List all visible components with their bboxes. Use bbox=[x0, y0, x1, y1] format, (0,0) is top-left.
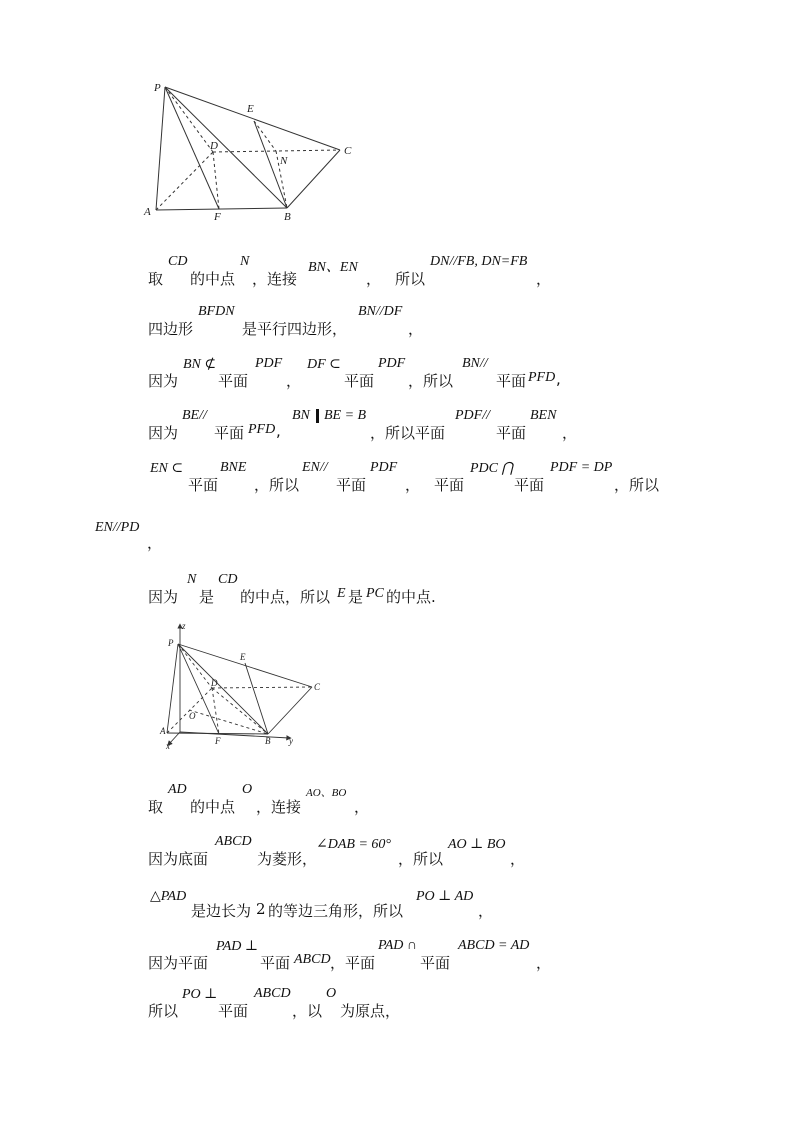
m: ABCD = AD bbox=[458, 938, 530, 953]
m: PDF bbox=[255, 356, 283, 371]
t: 为菱形， bbox=[257, 850, 318, 868]
m: PFD bbox=[528, 370, 556, 385]
m: PAD ⊥ bbox=[216, 939, 259, 954]
t: 2 bbox=[256, 900, 266, 918]
label-B: B bbox=[265, 736, 271, 746]
label-O: O bbox=[189, 711, 196, 721]
t: 平面 bbox=[218, 372, 249, 390]
m: BN// bbox=[462, 356, 488, 371]
t: 为原点， bbox=[340, 1002, 401, 1020]
t: 是 bbox=[348, 588, 364, 606]
t: , bbox=[556, 370, 561, 388]
t: 的中点 bbox=[190, 798, 236, 816]
m: BNE bbox=[220, 460, 247, 475]
m: EN// bbox=[302, 460, 328, 475]
m: O bbox=[326, 986, 337, 1001]
m: PDF = DP bbox=[550, 460, 613, 475]
t: ， bbox=[478, 902, 494, 920]
t: 因为平面 bbox=[148, 954, 209, 972]
label-x: x bbox=[166, 741, 170, 751]
m: AO ⊥ BO bbox=[448, 837, 506, 852]
t: ， bbox=[354, 798, 370, 816]
m: DF ⊂ bbox=[307, 357, 341, 372]
t: 因为 bbox=[148, 424, 179, 442]
m: DN//FB, DN=FB bbox=[430, 254, 528, 269]
m: BE = B bbox=[324, 408, 367, 423]
m: ABCD bbox=[294, 952, 331, 967]
t: 平面 bbox=[336, 476, 367, 494]
t: 是边长为 bbox=[191, 902, 252, 920]
t: ，所以 bbox=[398, 850, 444, 868]
t: 的中点. bbox=[386, 588, 436, 606]
t: 平面 bbox=[214, 424, 245, 442]
m: CD bbox=[168, 254, 188, 269]
t: 是 bbox=[199, 588, 215, 606]
m: PDF bbox=[378, 356, 406, 371]
label-D: D bbox=[210, 140, 218, 152]
pyramid-figure-1 bbox=[135, 75, 365, 225]
m: E bbox=[337, 586, 346, 601]
t: ，所以 bbox=[254, 476, 300, 494]
t: 平面 bbox=[434, 476, 465, 494]
label-z: z bbox=[182, 621, 186, 631]
label-P: P bbox=[154, 82, 161, 94]
t: 取 bbox=[148, 798, 164, 816]
t: ，平面 bbox=[330, 954, 376, 972]
m: PDF// bbox=[455, 408, 490, 423]
t: ，所以 bbox=[408, 372, 454, 390]
label-F: F bbox=[215, 736, 221, 746]
t: 平面 bbox=[344, 372, 375, 390]
t: ， bbox=[562, 424, 578, 442]
m: CD bbox=[218, 572, 238, 587]
t: ， bbox=[286, 372, 302, 390]
m: BN//DF bbox=[358, 304, 403, 319]
m: N bbox=[187, 572, 197, 587]
label-C: C bbox=[344, 145, 352, 157]
m: PAD ∩ bbox=[378, 938, 418, 953]
t: ， bbox=[147, 534, 163, 552]
m: EN ⊂ bbox=[150, 461, 184, 476]
m: BFDN bbox=[198, 304, 235, 319]
t: ， bbox=[405, 476, 421, 494]
m: PO ⊥ bbox=[182, 987, 218, 1002]
label-A: A bbox=[160, 726, 166, 736]
m: BN、EN bbox=[308, 260, 358, 275]
t: 所以 bbox=[395, 270, 426, 288]
m: BEN bbox=[530, 408, 557, 423]
label-F: F bbox=[214, 211, 221, 223]
t: ， bbox=[408, 320, 424, 338]
label-C: C bbox=[314, 682, 321, 692]
m: PDC ⋂ bbox=[470, 461, 513, 476]
t: 的中点，所以 bbox=[240, 588, 331, 606]
m: PFD bbox=[248, 422, 276, 437]
m: BE// bbox=[182, 408, 207, 423]
label-y: y bbox=[289, 736, 293, 746]
t: ，以 bbox=[292, 1002, 323, 1020]
t: , bbox=[276, 422, 281, 440]
t: ， bbox=[366, 270, 382, 288]
label-E: E bbox=[247, 103, 254, 115]
t: 平面 bbox=[218, 1002, 249, 1020]
t: 平面 bbox=[496, 372, 527, 390]
m: △PAD bbox=[150, 889, 187, 904]
t: ， bbox=[536, 954, 552, 972]
t: 所以 bbox=[148, 1002, 179, 1020]
m: BN ⊄ bbox=[183, 357, 217, 372]
m: ABCD bbox=[254, 986, 291, 1001]
t: ， bbox=[510, 850, 526, 868]
t: 取 bbox=[148, 270, 164, 288]
m: AD bbox=[168, 782, 187, 797]
t: ，所以平面 bbox=[370, 424, 446, 442]
t: ，连接 bbox=[252, 270, 298, 288]
label-B: B bbox=[284, 211, 291, 223]
m: EN//PD bbox=[95, 520, 140, 535]
t: 因为 bbox=[148, 588, 179, 606]
t: 因为 bbox=[148, 372, 179, 390]
t: 平面 bbox=[514, 476, 545, 494]
t: 的等边三角形，所以 bbox=[268, 902, 404, 920]
intersection-mark bbox=[316, 409, 319, 423]
t: 四边形 bbox=[148, 320, 194, 338]
t: 平面 bbox=[496, 424, 527, 442]
m: ∠DAB = 60° bbox=[316, 837, 391, 852]
t: 因为底面 bbox=[148, 850, 209, 868]
m: BN bbox=[292, 408, 310, 423]
m: ABCD bbox=[215, 834, 252, 849]
t: 的中点 bbox=[190, 270, 236, 288]
m: PC bbox=[366, 586, 384, 601]
t: 平面 bbox=[260, 954, 291, 972]
m: N bbox=[240, 254, 250, 269]
t: 是平行四边形， bbox=[242, 320, 348, 338]
label-E: E bbox=[240, 652, 246, 662]
m: AO、BO bbox=[306, 787, 347, 799]
t: 平面 bbox=[420, 954, 451, 972]
pyramid-figure-2 bbox=[155, 620, 335, 755]
label-A: A bbox=[144, 206, 151, 218]
label-N: N bbox=[280, 155, 288, 167]
m: PDF bbox=[370, 460, 398, 475]
t: 平面 bbox=[188, 476, 219, 494]
label-P: P bbox=[168, 638, 174, 648]
t: ，所以 bbox=[614, 476, 660, 494]
m: PO ⊥ AD bbox=[416, 889, 474, 904]
label-D: D bbox=[211, 678, 218, 688]
t: ，连接 bbox=[256, 798, 302, 816]
m: O bbox=[242, 782, 253, 797]
t: ， bbox=[536, 270, 552, 288]
